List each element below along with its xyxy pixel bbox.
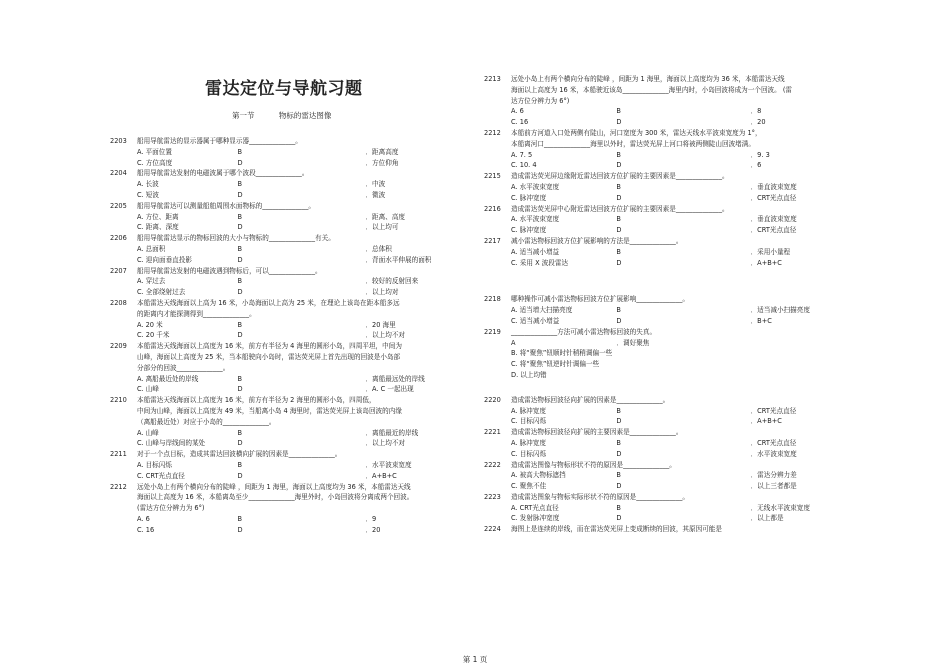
question-text: 海图上是连续的岸线，而在雷达荧光屏上变成断续的回波，其原因可能是	[511, 525, 722, 534]
question-number: 2210	[110, 396, 127, 405]
option-text: C. 发射脉冲宽度	[511, 514, 560, 523]
option-text: A. 总面积	[137, 244, 166, 253]
option-row	[137, 190, 466, 201]
option-row	[511, 406, 856, 417]
option-text: ．垂直波束宽度	[750, 182, 797, 191]
option-text: ．以上三者都是	[750, 482, 797, 491]
option-text: D	[616, 316, 622, 325]
answer-options	[137, 179, 466, 201]
option-text: B	[616, 471, 621, 480]
question-number: 2207	[110, 266, 127, 275]
option-text: ．以上均对	[365, 288, 399, 297]
option-text: ．离船最远处的岸线	[365, 374, 425, 383]
option-row	[137, 222, 466, 233]
answer-options	[137, 320, 466, 342]
option-row	[511, 470, 856, 481]
question-item	[110, 482, 466, 536]
option-text: ．20	[750, 118, 766, 127]
option-text: C. 16	[137, 525, 155, 534]
answer-options	[511, 470, 856, 492]
option-row	[511, 150, 856, 161]
answer-options	[137, 374, 466, 396]
option-text: A. CRT光点直径	[511, 503, 559, 512]
question-number: 2216	[484, 204, 501, 213]
option-text: C. 山峰	[137, 385, 159, 394]
question-text: 减小雷达物标回波方位扩展影响的方法是______________。	[511, 236, 683, 245]
question-item	[110, 136, 466, 168]
question-number: 2219	[484, 327, 501, 336]
option-text: ．B+C	[750, 316, 772, 325]
option-text: ．采用小量程	[750, 247, 791, 256]
option-text: D	[616, 258, 622, 267]
option-row	[511, 438, 856, 449]
option-text: B	[237, 374, 243, 383]
question-text: 造成雷达物标回波径向扩展的因素是______________。	[511, 395, 670, 404]
option-text: C. 采用 X 波段雷达	[511, 258, 569, 267]
answer-options	[511, 503, 856, 525]
question-number: 2217	[484, 236, 501, 245]
answer-options	[137, 428, 466, 450]
option-text: A. 6	[137, 514, 150, 523]
question-item	[110, 449, 466, 481]
option-text: A. 水平波束宽度	[511, 182, 560, 191]
option-text: C. CRT光点直径	[137, 471, 185, 480]
option-text: A. 被高大物标遮挡	[511, 471, 566, 480]
option-row	[137, 147, 466, 158]
option-text: B	[237, 244, 243, 253]
question-text: 远处小岛上有两个横向分布的陡峰 ，间距为 1 海里，海面以上高度均为 36 米，本船雷达天线	[511, 75, 785, 83]
answer-options	[137, 276, 466, 298]
option-text: ．CRT光点直径	[750, 226, 797, 235]
answer-options	[511, 150, 856, 172]
option-text: ．以上均不对	[365, 331, 406, 340]
option-text: C. 距离、深度	[137, 223, 179, 232]
option-text: D	[616, 226, 622, 235]
option-row	[137, 438, 466, 449]
spacer	[484, 268, 856, 294]
question-text: 中间为山峰，海面以上高度为 49 米，当船离小岛 4 海里时，雷达荧光屏上该岛回波的内缘	[137, 406, 402, 415]
option-text: ．以上均可	[365, 223, 399, 232]
option-text: A. 20 米	[137, 320, 163, 329]
answer-options	[137, 514, 466, 536]
question-text: 船用导航雷达显示的物标回波的大小与物标的______________有关。	[137, 234, 335, 243]
option-text: A. 脉冲宽度	[511, 406, 546, 415]
question-text: 造成雷达荧光屏边缘附近雷达回波方位扩展的主要因素是______________。	[511, 172, 729, 181]
option-row	[511, 481, 856, 492]
option-text: D	[237, 439, 243, 448]
option-row	[511, 182, 856, 193]
answer-options	[511, 106, 856, 128]
question-item	[110, 201, 466, 233]
option-text: ．20 海里	[365, 320, 396, 329]
answer-options	[511, 182, 856, 204]
question-item	[484, 74, 856, 128]
option-row	[137, 384, 466, 395]
question-item	[484, 128, 856, 171]
option-text: D	[616, 193, 622, 202]
answer-options	[511, 214, 856, 236]
option-text	[751, 359, 856, 370]
question-item	[110, 341, 466, 395]
option-text: D. 以上均错	[511, 370, 547, 379]
question-item	[484, 460, 856, 492]
option-text: B	[237, 514, 243, 523]
option-text: B	[237, 277, 243, 286]
option-text: C. 方位高度	[137, 158, 173, 167]
option-text: C. 聚焦不佳	[511, 482, 547, 491]
option-text: B	[237, 180, 243, 189]
answer-options	[511, 438, 856, 460]
option-row	[511, 225, 856, 236]
answer-options	[137, 244, 466, 266]
left-question-column	[110, 136, 466, 535]
section-number: 第一节	[232, 111, 255, 120]
question-item	[484, 171, 856, 203]
right-question-column	[484, 74, 856, 535]
option-text: ．距离高度	[365, 147, 399, 156]
option-text: B. 将“聚焦”钮顺时针稍稍调偏一些	[511, 349, 613, 358]
option-row	[137, 514, 466, 525]
option-text: D	[237, 190, 243, 199]
option-row	[511, 214, 856, 225]
option-text: B	[237, 147, 243, 156]
option-row	[137, 374, 466, 385]
section-title: 物标的雷达图像	[278, 111, 332, 120]
question-text: 本船雷达天线海面以上高度为 16 米，前方有半径为 2 海里的圆形小岛，四周低，	[137, 396, 376, 405]
option-text: D	[237, 471, 243, 480]
option-text: ．无线水平波束宽度	[750, 503, 810, 512]
option-text: D	[616, 118, 622, 127]
option-text: ．A+B+C	[750, 417, 782, 426]
option-text: ．较好的反射回来	[365, 277, 419, 286]
option-row	[137, 471, 466, 482]
option-text: ．方位仰角	[365, 158, 399, 167]
question-number: 2224	[484, 525, 501, 534]
question-text: 造成雷达荧光屏中心附近雷达回波方位扩展的主要因素是______________。	[511, 204, 729, 213]
option-text: A. 穿过去	[137, 277, 166, 286]
option-text: ．8	[750, 107, 762, 116]
answer-options	[137, 212, 466, 234]
option-text	[751, 370, 856, 381]
question-item	[484, 395, 856, 427]
option-text: ．A+B+C	[750, 258, 782, 267]
question-number: 2212	[110, 482, 127, 491]
option-text: B	[616, 107, 621, 116]
question-text: 本船离河口______________海里以外时，雷达荧光屏上河口将被两侧陡山回波堵满。	[511, 139, 755, 148]
question-number: 2218	[484, 295, 501, 304]
question-number: 2209	[110, 342, 127, 351]
answer-options	[511, 338, 856, 381]
question-text: 对于一个点目标，造成其雷达回波横向扩展的因素是______________。	[137, 450, 342, 459]
option-text: C. 10. 4	[511, 161, 537, 170]
question-text: 船用导航雷达发射的电磁波属于哪个波段______________。	[137, 169, 309, 178]
question-number: 2221	[484, 428, 501, 437]
option-text: A. 适当增大扫描亮度	[511, 306, 573, 315]
question-text: 远处小岛上有两个横向分布的陡峰 ，间距为 1 海里，海面以上高度均为 36 米，本船雷达天线	[137, 482, 411, 491]
question-text: 本船雷达天线海面以上高为 16 米，小岛海面以上高为 25 米，在理论上该岛在距本船多远	[137, 298, 400, 307]
option-text: C. 20 千米	[137, 331, 170, 340]
question-text: 的距离内才能探测得到______________。	[137, 309, 256, 318]
option-text: ．6	[750, 161, 762, 170]
question-item	[484, 204, 856, 236]
question-number: 2215	[484, 172, 501, 181]
option-text: B	[616, 438, 621, 447]
option-row	[137, 428, 466, 439]
question-item	[110, 168, 466, 200]
option-text: D	[237, 385, 243, 394]
option-text: ．适当减小扫描亮度	[750, 306, 810, 315]
question-item	[110, 395, 466, 449]
option-text: B	[616, 306, 621, 315]
option-text: D	[237, 223, 243, 232]
option-row	[137, 287, 466, 298]
option-text: A	[511, 338, 516, 347]
option-text: C. 目标闪烁	[511, 417, 547, 426]
page-footer: 第 1 页	[462, 655, 488, 664]
question-text: ______________方法可减小雷达物标回波的失真。	[511, 327, 657, 336]
option-text: ．水平波束宽度	[365, 460, 412, 469]
option-text: A. 脉冲宽度	[511, 438, 546, 447]
spacer	[484, 381, 856, 395]
question-text: 造成雷达图像与物标形状不符的原因是______________。	[511, 460, 676, 469]
option-text: D	[616, 161, 622, 170]
question-text: 造成雷达图象与物标实际形状不符的原因是______________。	[511, 492, 690, 501]
option-text: C. 16	[511, 118, 529, 127]
option-text: A. 平面位置	[137, 147, 172, 156]
option-text: ．垂直波束宽度	[750, 215, 797, 224]
option-text: A. 目标闪烁	[137, 460, 172, 469]
option-text: ．CRT光点直径	[750, 193, 797, 202]
question-text: 船用导航雷达的显示器属于哪种显示器______________。	[137, 137, 302, 145]
option-text: B	[616, 215, 621, 224]
question-item	[484, 524, 856, 535]
question-number: 2205	[110, 201, 127, 210]
option-row	[137, 179, 466, 190]
question-item	[484, 327, 856, 381]
section-heading	[232, 110, 331, 121]
option-row	[511, 359, 856, 370]
question-number: 2212	[484, 128, 501, 137]
option-text: B	[237, 460, 243, 469]
option-text: C. 短波	[137, 190, 159, 199]
option-text: B	[616, 150, 621, 159]
option-row	[511, 503, 856, 514]
option-text	[616, 370, 750, 381]
option-text: C. 全部绕射过去	[137, 288, 186, 297]
option-row	[511, 258, 856, 269]
option-text: D	[237, 158, 243, 167]
question-text: 海面以上高度为 16 米，本船驶近该岛______________海里内时，小岛回波将成为一个回波。 (雷	[511, 85, 792, 94]
option-text: B	[237, 428, 243, 437]
option-row	[511, 305, 856, 316]
question-number: 2206	[110, 234, 127, 243]
option-row	[137, 244, 466, 255]
option-text: ．A+B+C	[365, 471, 397, 480]
option-text: ．雷达分辨力差	[750, 471, 797, 480]
question-text: 船用导航雷达发射的电磁波遇到物标后，可以______________。	[137, 266, 322, 275]
question-text: 哪种操作可减小雷达物标回波方位扩展影响______________。	[511, 295, 690, 304]
option-row	[137, 255, 466, 266]
question-item	[110, 233, 466, 265]
option-text	[751, 338, 856, 349]
option-text: A. 水平波束宽度	[511, 215, 560, 224]
option-text: D	[237, 255, 243, 264]
option-text: ．离船最近的岸线	[365, 428, 419, 437]
answer-options	[137, 147, 466, 169]
option-text: A. 山峰	[137, 428, 159, 437]
answer-options	[137, 460, 466, 482]
answer-options	[511, 305, 856, 327]
option-row	[511, 247, 856, 258]
question-text: 造成雷达物标回波径向扩展的主要因素是______________。	[511, 428, 683, 437]
question-text: 本船前方河道入口处两侧有陡山，河口宽度为 300 米，雷达天线水平波束宽度为 1°，	[511, 128, 762, 137]
option-row	[511, 316, 856, 327]
option-row	[511, 106, 856, 117]
option-row	[511, 117, 856, 128]
option-text: A. 适当减小增益	[511, 247, 560, 256]
option-text: A. 长波	[137, 180, 159, 189]
option-text: C. 迎向面垂直投影	[137, 255, 192, 264]
option-text: B	[616, 247, 621, 256]
option-text: C. 山峰与岸线间的某处	[137, 439, 206, 448]
option-text: D	[237, 331, 243, 340]
option-text	[616, 348, 750, 359]
question-number: 2203	[110, 137, 127, 145]
option-text: A. 6	[511, 107, 524, 116]
option-text: D	[616, 482, 622, 491]
question-item	[484, 492, 856, 524]
question-number: 2213	[484, 75, 501, 83]
option-text: ．水平波束宽度	[750, 449, 797, 458]
option-text: A. 7. 5	[511, 150, 533, 159]
option-text: ．9	[365, 514, 377, 523]
option-text: D	[237, 288, 243, 297]
option-text: ．9. 3	[750, 150, 770, 159]
question-item	[484, 427, 856, 459]
option-text: ．微波	[365, 190, 386, 199]
option-text: ．中波	[365, 180, 386, 189]
option-text: D	[616, 449, 622, 458]
option-text: ．CRT光点直径	[750, 406, 797, 415]
option-row	[137, 158, 466, 169]
option-text: D	[237, 525, 243, 534]
question-item	[484, 236, 856, 268]
question-number: 2208	[110, 298, 127, 307]
option-text: B	[237, 320, 243, 329]
option-text	[616, 359, 750, 370]
option-row	[137, 212, 466, 223]
option-text: B	[237, 212, 243, 221]
option-text: B	[616, 406, 621, 415]
question-text: 本船雷达天线海面以上高度为 16 米，前方有半径为 4 海里的圆形小岛，四周平坦，中间为	[137, 342, 402, 351]
option-text: ．以上都是	[750, 514, 784, 523]
option-text: A. 方位、距离	[137, 212, 179, 221]
question-number: 2220	[484, 395, 501, 404]
question-text: 船用导航雷达可以测量船舶周围水面物标的______________。	[137, 201, 316, 210]
option-row	[137, 320, 466, 331]
option-text: ．CRT光点直径	[750, 438, 797, 447]
question-number: 2211	[110, 450, 127, 459]
option-text: C. 将“聚焦”钮逆时针调偏一些	[511, 360, 600, 369]
option-row	[511, 416, 856, 427]
option-text: ．距离、高度	[365, 212, 406, 221]
option-row	[137, 525, 466, 536]
option-row	[511, 160, 856, 171]
answer-options	[511, 406, 856, 428]
option-text: ．20	[365, 525, 381, 534]
question-text: （离船最近处）对应于小岛的______________。	[137, 417, 276, 426]
option-text: B	[616, 503, 621, 512]
option-row	[511, 193, 856, 204]
option-text: ．A. C 一起出现	[365, 385, 414, 394]
answer-options	[511, 247, 856, 269]
option-row	[511, 338, 856, 349]
option-text: D	[616, 417, 622, 426]
page-title: 雷达定位与导航习题	[205, 79, 363, 99]
option-row	[137, 276, 466, 287]
option-text: ．总体积	[365, 244, 392, 253]
option-text: C. 适当减小增益	[511, 316, 560, 325]
option-row	[137, 460, 466, 471]
option-row	[511, 449, 856, 460]
question-number: 2223	[484, 492, 501, 501]
option-text: ．调好聚焦	[616, 338, 650, 347]
option-text: ．背面水平伸展的面积	[365, 255, 432, 264]
question-text: 山峰，海面以上高度为 25 米，当本船驶向小岛时，雷达荧光屏上首先出现的回波是小岛部	[137, 352, 401, 361]
option-row	[511, 370, 856, 381]
option-text: ．以上均不对	[365, 439, 406, 448]
question-item	[110, 298, 466, 341]
question-item	[110, 266, 466, 298]
option-text: D	[616, 514, 622, 523]
option-text: C. 目标闪烁	[511, 449, 547, 458]
question-number: 2204	[110, 169, 127, 178]
option-text: C. 脉冲宽度	[511, 226, 547, 235]
question-number: 2222	[484, 460, 501, 469]
option-row	[511, 348, 856, 359]
question-item	[484, 294, 856, 326]
option-text: C. 脉冲宽度	[511, 193, 547, 202]
question-text: 海面以上高度为 16 米，本船离岛至少______________海里外时，小岛回波将分离成两个回波。	[137, 493, 414, 502]
option-row	[511, 513, 856, 524]
option-text	[751, 348, 856, 359]
option-row	[137, 330, 466, 341]
option-text: B	[616, 182, 621, 191]
option-text: A. 离船最近处的岸线	[137, 374, 199, 383]
question-text: (雷达方位分辨力为 6°)	[137, 504, 205, 513]
question-text: 达方位分辨力为 6°)	[511, 96, 570, 105]
question-text: 分部分的回波______________。	[137, 363, 230, 372]
